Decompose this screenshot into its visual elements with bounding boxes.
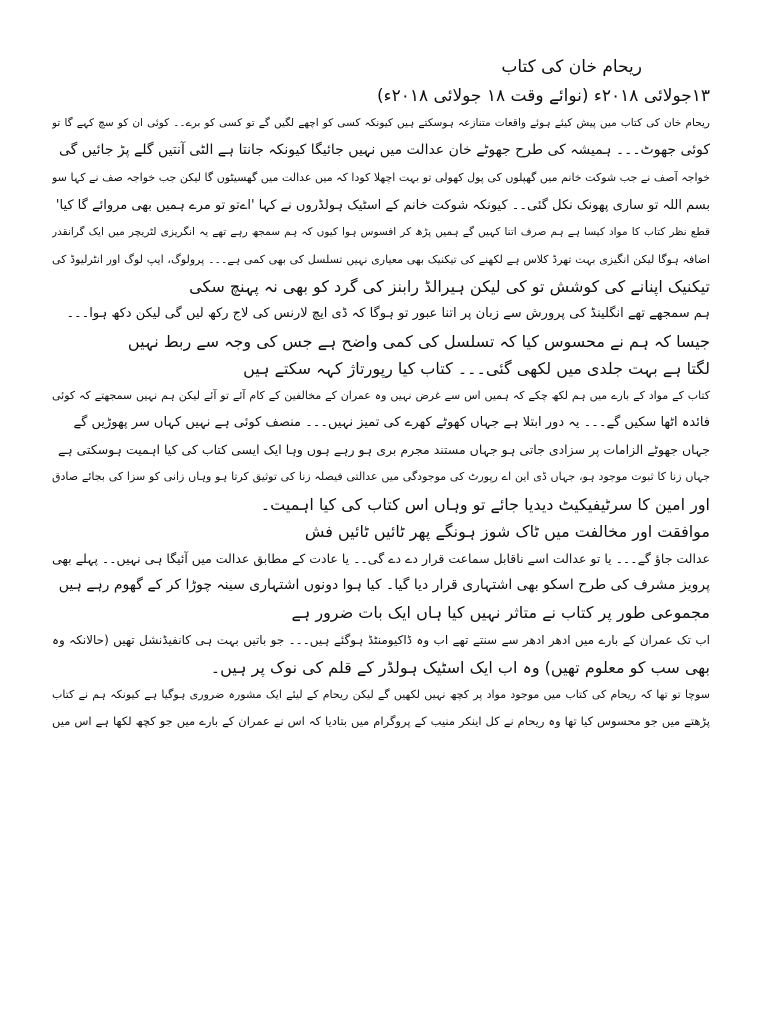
text-line: کتاب کے مواد کے بارے میں ہم لکھ چکے کہ ہمیں اس سے غرض نہیں وہ عمران کے مخالفین کے کام آئے تو آئے لیکن ہم نہیں سمجھتے کہ کوئی <box>52 388 710 402</box>
text-line: ریحام خان کی کتاب میں پیش کیئے ہوئے واقعات متنازعہ ہوسکتے ہیں کیونکہ کسی کو اچھے لگیں گے تو کسی کو برے۔۔ کوئی ان کو سچ کہے گا تو <box>52 117 710 129</box>
text-line: لگتا ہے بہت جلدی میں لکھی گئی۔۔۔ کتاب کیا رپورتاژ کہہ سکتے ہیں <box>243 358 710 378</box>
text-line: ہم سمجھے تھے انگلینڈ کی پرورش سے زبان پر اتنا عبور تو ہوگا کہ ڈی ایچ لارنس کی لاج رکھ لیں گی لیکن دکھ ہوا۔۔۔ <box>66 306 710 322</box>
text-line: فائدہ اٹھا سکیں گے۔۔۔ یہ دور ابتلا ہے جہاں کھوٹے کھرے کی تمیز نہیں۔۔۔ منصف کوئی ہے نہیں کہاں سر پھوڑیں گے <box>73 415 710 431</box>
text-line: قطع نظر کتاب کا مواد کیسا ہے ہم صرف اتنا کہیں گے ہمیں پڑھ کر افسوس ہوا کیوں کہ ہم سمجھ رہے تھے یہ انگریزی لٹریچر میں ایک گرانقدر <box>52 225 710 238</box>
text-line: بسم اللہ تو ساری پھونک نکل گئی۔۔ کیونکہ شوکت خانم کے اسٹیک ہولڈروں نے کہا 'اےتو تو مرے ہمیں بھی مروائے گا کیا' <box>55 197 710 213</box>
text-line: جیسا کہ ہم نے محسوس کیا کہ تسلسل کی کمی واضح ہے جس کی وجہ سے ربط نہیں <box>127 331 710 351</box>
text-line: تیکنیک اپنانے کی کوشش تو کی لیکن ہیرالڈ رابنز کی گرد کو بھی نہ پہنچ سکی <box>189 277 710 297</box>
text-line: سوچا تو تھا کہ ریحام کی کتاب میں موجود مواد پر کچھ نہیں لکھیں گے لیکن ریحام کے لیئے ایک مشورہ ضروری ہوگیا ہے کیونکہ ہم نے کتاب <box>52 687 710 701</box>
text-line: پڑھتے میں جو محسوس کیا تھا وہ ریحام نے کل اینکر منیب کے پروگرام میں بتادیا کہ اس نے عمران کے بارے میں جو کچھ لکھا ہے اس میں <box>52 714 710 729</box>
text-line: مجموعی طور پر کتاب نے متاثر نہیں کیا ہاں ایک بات ضرور ہے <box>291 603 710 623</box>
text-line: جہاں جھوٹے الزامات پر سزادی جاتی ہو جہاں مستند مجرم بری ہو رہے ہوں وہا ایک ایسی کتاب کی کیا اہمیت ہوسکتی ہے <box>58 442 710 458</box>
text-line: خواجہ آصف نے جب شوکت خانم میں گھپلوں کی پول کھولی تو بہت اچھلا کودا کہ میں عدالت میں گھسیٹوں گا لیکن جب خواجہ صف نے کہا سو <box>52 171 710 185</box>
document-dateline: ۱۳جولائی ۲۰۱۸ء (نوائے وقت ۱۸ جولائی ۲۰۱۸ء) <box>376 86 710 106</box>
document-body <box>52 110 710 735</box>
document-title: ریحام خان کی کتاب <box>501 57 642 77</box>
text-line: موافقت اور مخالفت میں ٹاک شوز ہونگے پھر ٹائیں ٹائیں فش <box>304 521 710 541</box>
text-line: اور امین کا سرٹیفیکیٹ دیدیا جائے تو وہاں اس کتاب کی کیا اہمیت۔ <box>260 494 710 514</box>
text-line: اضافہ ہوگا لیکن انگیزی بہت تھرڈ کلاس ہے لکھنے کی تیکنیک بھی معیاری نہیں تسلسل کی بھی کمی ہے۔۔۔ پرولوگ، ایپ لوگ اور انٹرلیوڈ کی <box>52 252 710 266</box>
text-line: پرویز مشرف کی طرح اسکو بھی اشتہاری قرار دیا گیا۔ کیا ہوا دونوں اشتہاری سینہ چوڑا کر کے گھوم رہے ہیں <box>58 577 710 594</box>
text-line: بھی سب کو معلوم تھیں) وہ اب ایک اسٹیک ہولڈر کے قلم کی نوک پر ہیں۔ <box>210 657 710 677</box>
text-line: کوئی جھوٹ۔۔۔ ہمیشہ کی طرح جھوٹے خان عدالت میں نہیں جائیگا کیونکہ جانتا ہے الٹی آنتیں گلے پڑ جائیں گی <box>58 142 710 159</box>
text-line: عدالت جاؤ گے۔۔۔ یا تو عدالت اسے ناقابل سماعت قرار دے دے گی۔۔ یا عادت کے مطابق عدالت میں آئیگا ہی نہیں۔۔ پہلے بھی <box>52 551 710 566</box>
text-line: اب تک عمران کے بارے میں ادھر ادھر سے سنتے تھے اب وہ ڈاکیومنٹڈ ہوگئے ہیں۔۔۔ جو باتیں بہت ہی کانفیڈنشل تھیں (حالانکہ وہ <box>52 632 710 647</box>
text-line: جہاں زنا کا ثبوت موجود ہو، جہاں ڈی این اے رپورٹ کی موجودگی میں عدالتی فیصلہ زنا کی توثیق کرتا ہو وہاں زانی کو سزا کی بجائے صادق <box>52 470 710 484</box>
